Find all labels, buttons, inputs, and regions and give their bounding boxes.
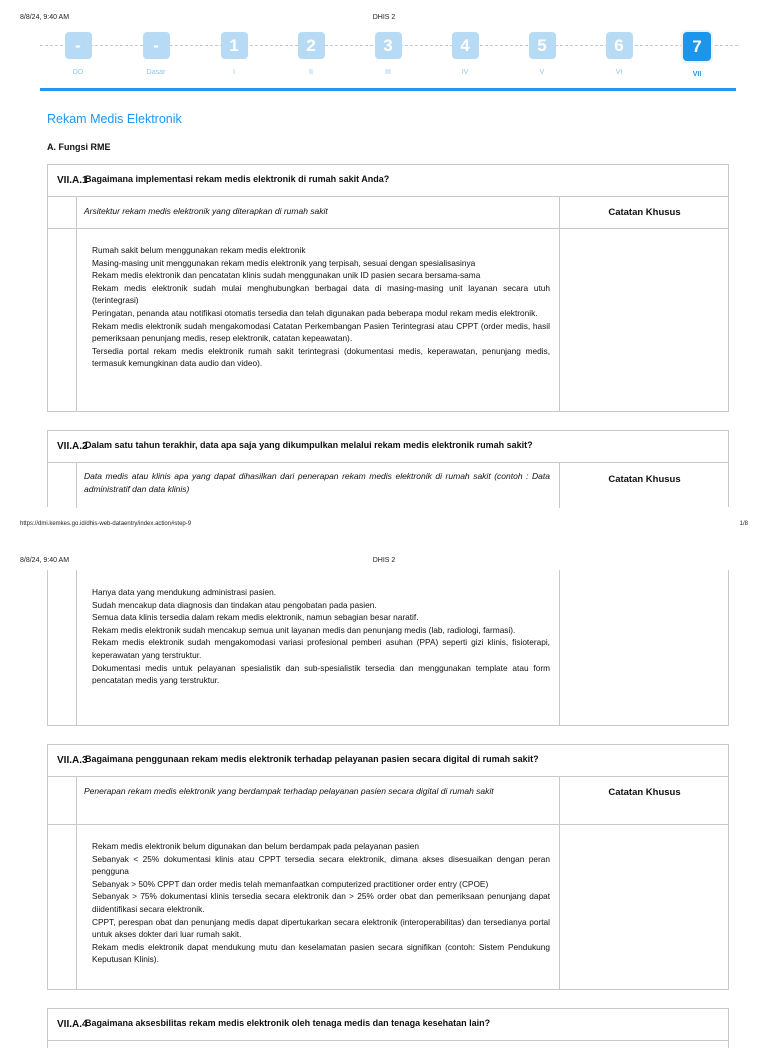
section-title: Rekam Medis Elektronik	[47, 112, 182, 126]
option-list	[92, 840, 550, 966]
option-item[interactable]: Rekam medis elektronik sudah mulai menghubungkan berbagai data di masing-masing unit layanan secara utuh (terintegrasi)	[92, 282, 550, 306]
question-vii-a-1	[47, 164, 729, 412]
option-item[interactable]: Rumah sakit belum menggunakan rekam medis elektronik	[92, 245, 306, 255]
option-item[interactable]: Masing-masing unit menggunakan rekam medis elektronik yang terpisah, sesuai dengan spesialisasinya	[92, 257, 476, 268]
page-number: 1/8	[739, 521, 748, 527]
step-do[interactable]: - DO	[48, 32, 108, 76]
special-notes-header: Catatan Khusus	[608, 787, 681, 798]
question-header	[48, 431, 728, 463]
step-3[interactable]: 3 III	[358, 32, 418, 76]
step-6[interactable]: 6 VI	[589, 32, 649, 76]
step-5[interactable]: 5 V	[512, 32, 572, 76]
question-number: VII.A.2	[57, 441, 88, 452]
question-description: Penerapan rekam medis elektronik yang berdampak terhadap pelayanan pasien secara digital di rumah sakit	[84, 786, 494, 796]
question-number: VII.A.4	[57, 1019, 88, 1030]
question-body	[48, 197, 728, 411]
subsection-title: A. Fungsi RME	[47, 142, 111, 152]
print-header	[20, 14, 748, 24]
option-item[interactable]: Rekam medis elektronik sudah mencakup semua unit layanan medis dan penunjang medis (lab, radiologi, farmasi).	[92, 624, 516, 635]
option-item[interactable]: Sebanyak < 25% dokumentasi klinis atau CPPT tersedia secara elektronik, dimana akses disesuaikan dengan peran pengguna	[92, 853, 550, 877]
page-url: https://dmi.kemkes.go.id/dhis-web-dataentry/index.action#step-9	[20, 521, 192, 527]
question-header	[48, 165, 728, 197]
print-datetime: 8/8/24, 9:40 AM	[20, 557, 70, 564]
special-notes-header: Catatan Khusus	[608, 207, 681, 218]
option-item[interactable]: Hanya data yang mendukung administrasi pasien.	[92, 587, 277, 597]
answer-header-row	[48, 463, 728, 508]
step-4[interactable]: 4 IV	[435, 32, 495, 76]
option-item[interactable]: Rekam medis elektronik sudah mengakomodasi Catatan Perkembangan Pasien Terintegrasi atau CPPT (order medis, hasil pemeriksaan penunjang medis, resep elektronik, catatan kepeawatan).	[92, 320, 550, 344]
question-description: Data medis atau klinis apa yang dapat dihasilkan dari penerapan rekam medis elektronik di rumah sakit (contoh : Data administratif dan data klinis)	[84, 471, 550, 494]
step-2[interactable]: 2 II	[281, 32, 341, 76]
option-item[interactable]: Sebanyak > 75% dokumentasi klinis tersedia secara elektronik dan > 25% order obat dan pemeriksaan penunjang dapat diidentifikasi secara elektronik.	[92, 891, 550, 914]
question-body	[48, 463, 728, 508]
print-title: DHIS 2	[372, 557, 396, 564]
option-item[interactable]: Rekam medis elektronik sudah mengakomodasi variasi profesional pemberi asuhan (PPA) seperti gizi klinis, fisioterapi, keperawatan yang terstruktur.	[92, 637, 550, 660]
step-wizard	[32, 28, 738, 88]
option-item[interactable]: Rekam medis elektronik belum digunakan dan belum berdampak pada pelayanan pasien	[92, 841, 420, 851]
option-item[interactable]: Rekam medis elektronik dapat mendukung mutu dan keselamatan pasien secara signifikan (contoh: Sistem Pendukung Keputusan Klinis).	[92, 941, 550, 965]
step-1[interactable]: 1 I	[204, 32, 264, 76]
section-divider	[40, 88, 736, 91]
question-text: Dalam satu tahun terakhir, data apa saja yang dikumpulkan melalui rekam medis elektronik rumah sakit?	[85, 440, 533, 450]
option-item[interactable]: Tersedia portal rekam medis elektronik rumah sakit terintegrasi (dokumentasi medis, keperawatan, penunjang medis, termasuk kemungkinan data audio dan video).	[92, 345, 550, 369]
print-header	[20, 557, 748, 567]
option-item[interactable]: Semua data klinis tersedia dalam rekam medis elektronik, namun sebagian besar naratif.	[92, 612, 419, 623]
question-vii-a-3	[47, 744, 729, 990]
question-number: VII.A.3	[57, 755, 88, 766]
print-title: DHIS 2	[372, 14, 396, 21]
question-header	[48, 1009, 728, 1041]
step-dasar[interactable]: - Dasar	[126, 32, 186, 76]
answer-header-row	[48, 197, 728, 229]
option-item[interactable]: Dokumentasi medis untuk pelayanan spesialistik dan sub-spesialistik tersedia dan menggunakan template atau form pencatatan medis yang terstruktur.	[92, 662, 550, 686]
answer-header-row	[48, 777, 728, 825]
question-vii-a-2-continued	[47, 570, 729, 726]
print-footer	[20, 521, 748, 530]
option-item[interactable]: Sebanyak > 50% CPPT dan order medis telah memanfaatkan computerized practitioner order entry (CPOE)	[92, 878, 489, 889]
question-number: VII.A.1	[57, 175, 88, 186]
step-7[interactable]: 7 VII	[667, 32, 727, 78]
print-datetime: 8/8/24, 9:40 AM	[20, 14, 70, 21]
option-list	[92, 586, 550, 687]
question-body	[48, 570, 728, 725]
question-header	[48, 745, 728, 777]
option-item[interactable]: Rekam medis elektronik dan pencatatan klinis sudah menggunakan unik ID pasien secara bersama-sama	[92, 270, 481, 281]
option-item[interactable]: Sudah mencakup data diagnosis dan tindakan atau pengobatan pada pasien.	[92, 599, 377, 610]
question-vii-a-4	[47, 1008, 729, 1048]
question-text: Bagaimana implementasi rekam medis elektronik di rumah sakit Anda?	[85, 174, 390, 184]
question-text: Bagaimana aksesbilitas rekam medis elektronik oleh tenaga medis dan tenaga kesehatan lain?	[85, 1018, 491, 1028]
question-vii-a-2	[47, 430, 729, 507]
question-body	[48, 777, 728, 989]
special-notes-header: Catatan Khusus	[608, 474, 681, 485]
question-description: Arsitektur rekam medis elektronik yang diterapkan di rumah sakit	[84, 206, 328, 216]
question-text: Bagaimana penggunaan rekam medis elektronik terhadap pelayanan pasien secara digital di rumah sakit?	[85, 754, 539, 764]
option-list	[92, 244, 550, 370]
option-item[interactable]: Peringatan, penanda atau notifikasi otomatis tersedia dan telah digunakan pada beberapa modul rekam medis elektronik.	[92, 307, 538, 318]
option-item[interactable]: CPPT, perespan obat dan penunjang medis dapat dipertukarkan secara elektronik (interoperabilitas) dan tersedianya portal untuk akses dokter dari luar rumah sakit.	[92, 916, 550, 940]
